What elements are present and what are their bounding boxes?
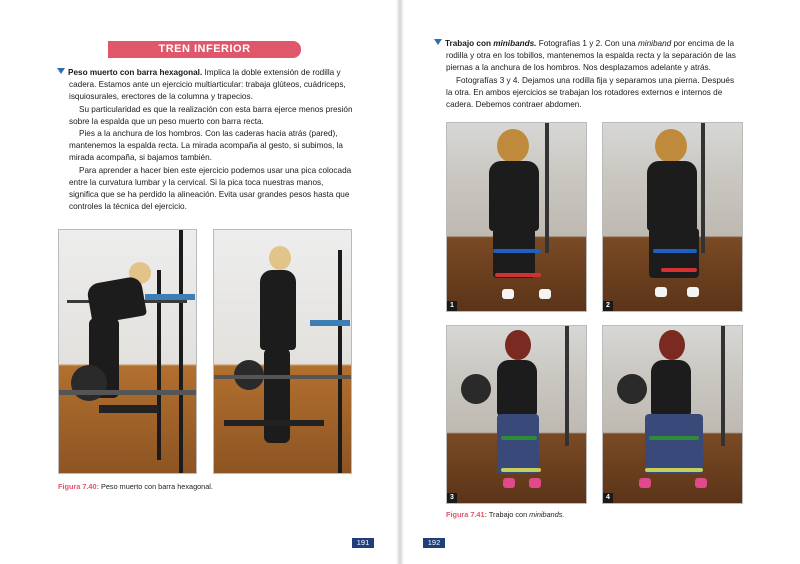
paragraph-2: Fotografías 3 y 4. Dejamos una rodilla fija y separamos una pierna. Después la otra. En ambos ejercicios se trabajan los rotadores externos e internos de cadera. Debemos contraer abdomen. <box>446 75 735 110</box>
section-title: TREN INFERIOR <box>108 41 301 58</box>
right-page <box>402 0 800 564</box>
caption-text-a: Trabajo con <box>486 510 530 519</box>
left-page <box>0 0 398 564</box>
paragraph-4: Para aprender a hacer bien este ejercicio podemos usar una pica colocada entre la curvatura lumbar y la cervical. Si la pica toca nuestras manos, significa que se ha perdido la alineación. Evita usar grandes pesos hasta que controles la técnica del ejercicio. <box>69 165 352 212</box>
intro-body-b: miniband <box>637 39 672 48</box>
left-body-text <box>69 67 353 213</box>
photo-1 <box>446 122 587 312</box>
caption-label: Figura 7.40: <box>58 482 99 491</box>
triangle-bullet-icon <box>57 68 65 74</box>
photo-number: 4 <box>603 493 613 503</box>
paragraph-3: Pies a la anchura de los hombros. Con las caderas hacia atrás (pared), mantenemos la espalda recta. La mirada acompaña al gesto, si subimos, la mirada acompaña, si bajamos también. <box>69 129 343 163</box>
intro-body-a: Fotografías 1 y 2. Con una <box>536 39 638 48</box>
photo-number: 2 <box>603 301 613 311</box>
page-number-left: 191 <box>352 538 374 548</box>
exercise-heading-b: minibands. <box>493 39 537 48</box>
caption-text-b: minibands. <box>529 510 565 519</box>
photo-number: 1 <box>447 301 457 311</box>
photo-number: 3 <box>447 493 457 503</box>
figure-caption-right <box>446 510 564 519</box>
paragraph-2: Su particularidad es que la realización con esta barra ejerce menos presión sobre la espalda que un peso muerto con barra recta. <box>69 104 353 126</box>
paragraph-1: Implica la doble extensión de rodilla y cadera. Estamos ante un ejercicio multiarticular: trabaja glúteos, cuádriceps, isquiosurales, erectores de la columna y trapecios. <box>69 68 346 102</box>
caption-label: Figura 7.41: <box>446 510 487 519</box>
photo-4 <box>602 325 743 504</box>
intro-body-c: por encima de la rodilla y otra en los tobillos, mantenemos la espalda recta y la separación de las piernas a la anchura de los hombros. Nos desplazamos adelante y atrás. <box>446 39 736 73</box>
right-body-text <box>446 38 742 111</box>
photo-deadlift-standing <box>213 229 352 474</box>
caption-text: Peso muerto con barra hexagonal. <box>98 482 213 491</box>
exercise-heading-a: Trabajo con <box>445 39 494 48</box>
photo-deadlift-bent <box>58 229 197 474</box>
photo-3 <box>446 325 587 504</box>
triangle-bullet-icon <box>434 39 442 45</box>
figure-caption-left <box>58 482 213 491</box>
photo-2 <box>602 122 743 312</box>
page-number-right: 192 <box>423 538 445 548</box>
exercise-heading: Peso muerto con barra hexagonal. <box>68 68 203 77</box>
